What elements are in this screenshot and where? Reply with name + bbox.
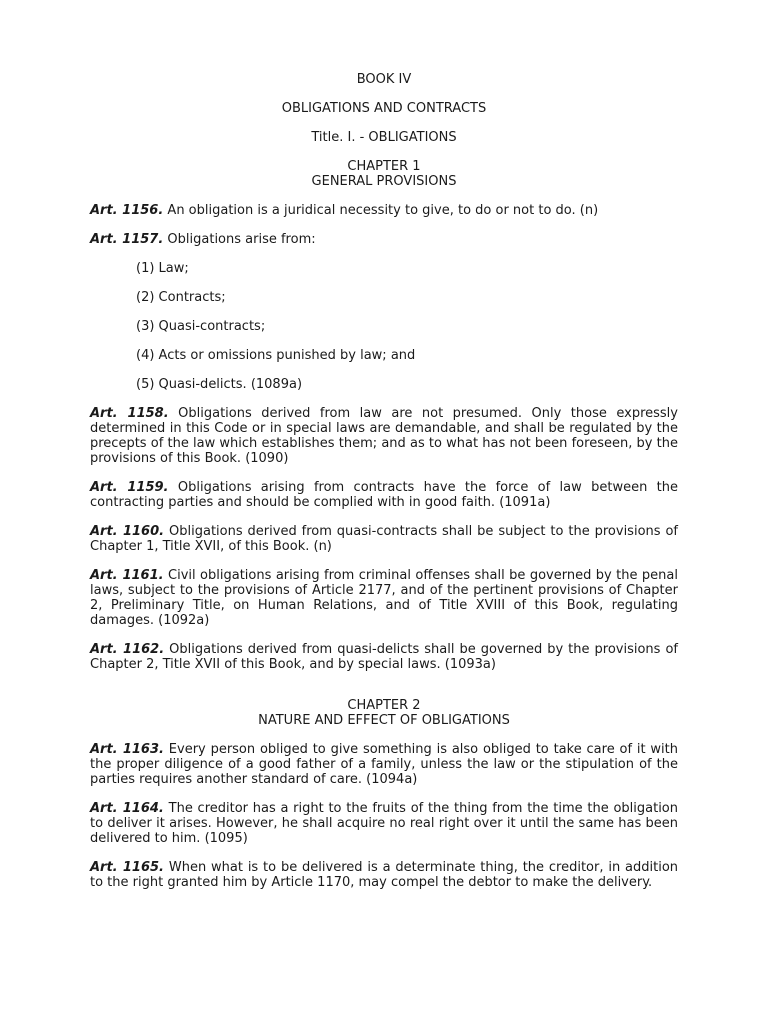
- title-heading: Title. I. - OBLIGATIONS: [311, 130, 457, 145]
- chapter-2-number: CHAPTER 2: [347, 698, 421, 713]
- article-1159-label: Art. 1159.: [90, 480, 169, 495]
- chapter-1-number: CHAPTER 1: [347, 159, 421, 174]
- article-1165-text: When what is to be delivered is a determinate thing, the creditor, in addition to the right granted him by Article 1170, may compel the debtor to make the delivery.: [90, 860, 679, 890]
- article-1163-label: Art. 1163.: [90, 742, 164, 757]
- article-1160-text: Obligations derived from quasi-contracts shall be subject to the provisions of Chapter 1, Title XVII, of this Book. (n): [90, 524, 678, 554]
- part-heading: OBLIGATIONS AND CONTRACTS: [281, 101, 487, 116]
- article-1162-label: Art. 1162.: [90, 642, 165, 657]
- chapter-2-name: NATURE AND EFFECT OF OBLIGATIONS: [258, 713, 510, 728]
- book-heading: BOOK IV: [356, 72, 412, 87]
- list-item: (1) Law;: [136, 261, 189, 276]
- article-1161-text: Civil obligations arising from criminal offenses shall be governed by the penal laws, subject to the provisions of Article 2177, and of the pertinent provisions of Chapter 2, Preliminary Title, on Human Relations, and of Title XVIII of this Book, regulating damages. (1092a): [90, 568, 678, 628]
- article-1164: [90, 801, 678, 846]
- list-item: (5) Quasi-delicts. (1089a): [136, 377, 303, 392]
- article-1157: [90, 232, 678, 247]
- article-1156-text: An obligation is a juridical necessity to give, to do or not to do. (n): [167, 203, 599, 218]
- article-1164-label: Art. 1164.: [90, 801, 164, 816]
- article-1162-text: Obligations derived from quasi-delicts shall be governed by the provisions of Chapter 2, Title XVII of this Book, and by special laws. (1093a): [90, 642, 678, 672]
- article-1158-text: Obligations derived from law are not presumed. Only those expressly determined in this Code or in special laws are demandable, and shall be regulated by the precepts of the law which establishes them; and as to what has not been foreseen, by the provisions of this Book. (1090): [90, 406, 678, 466]
- article-1159: [90, 480, 678, 510]
- article-1160-label: Art. 1160.: [90, 524, 165, 539]
- article-1163: [90, 742, 678, 787]
- article-1165: [90, 860, 678, 890]
- article-1162: [90, 642, 678, 672]
- list-item: (4) Acts or omissions punished by law; and: [136, 348, 416, 363]
- article-1165-label: Art. 1165.: [90, 860, 164, 875]
- article-1161-label: Art. 1161.: [90, 568, 164, 583]
- article-1157-label: Art. 1157.: [90, 232, 164, 247]
- list-item: (3) Quasi-contracts;: [136, 319, 266, 334]
- article-1156-label: Art. 1156.: [90, 203, 164, 218]
- article-1157-list: [90, 261, 678, 392]
- article-1158-label: Art. 1158.: [90, 406, 169, 421]
- chapter-1-name: GENERAL PROVISIONS: [311, 174, 457, 189]
- article-1156: [90, 203, 678, 218]
- chapter-1-heading: [90, 159, 678, 189]
- article-1159-text: Obligations arising from contracts have the force of law between the contracting parties and should be complied with in good faith. (1091a): [90, 480, 679, 510]
- article-1161: [90, 568, 678, 628]
- article-1158: [90, 406, 678, 466]
- list-item: (2) Contracts;: [136, 290, 226, 305]
- article-1163-text: Every person obliged to give something is also obliged to take care of it with the proper diligence of a good father of a family, unless the law or the stipulation of the parties requires another standard of care. (1094a): [90, 742, 678, 787]
- article-1160: [90, 524, 678, 554]
- article-1164-text: The creditor has a right to the fruits of the thing from the time the obligation to deliver it arises. However, he shall acquire no real right over it until the same has been delivered to him. (1095): [90, 801, 679, 846]
- article-1157-text: Obligations arise from:: [167, 232, 316, 247]
- chapter-2-heading: [90, 698, 678, 728]
